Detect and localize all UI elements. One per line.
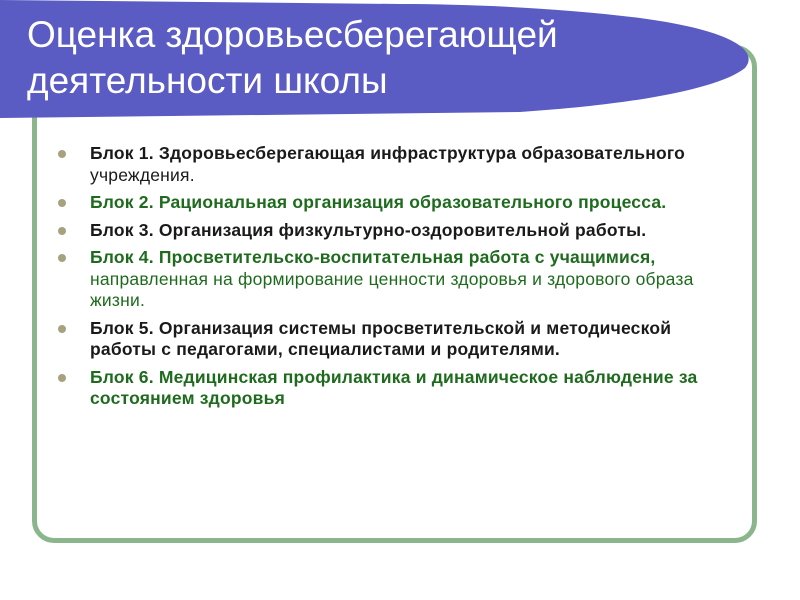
bullet-icon (58, 325, 66, 333)
item-bold-text: Блок 2. Рациональная организация образовательного процесса. (90, 192, 667, 212)
item-normal-text: учреждения. (90, 164, 195, 185)
title-line-2: деятельности школы (27, 60, 388, 101)
slide-title (27, 12, 727, 104)
bullet-icon (58, 150, 66, 158)
list-item (58, 318, 718, 361)
bullet-icon (58, 254, 66, 262)
list-item (58, 192, 718, 214)
list-item (58, 247, 718, 312)
item-bold-text: Блок 3. Организация физкультурно-оздоровительной работы. (90, 219, 647, 240)
list-item (58, 143, 718, 186)
bullet-icon (58, 227, 66, 235)
item-bold-text: Блок 1. Здоровьесберегающая инфраструктура образовательного (90, 143, 686, 163)
list-item (58, 367, 718, 410)
bullet-icon (58, 199, 66, 207)
block-list (58, 143, 718, 416)
title-line-1: Оценка здоровьесберегающей (27, 14, 558, 55)
item-bold-text: Блок 6. Медицинская профилактика и динамическое наблюдение за состоянием здоровья (90, 366, 698, 408)
item-normal-text: направленная на формирование ценности здоровья и здорового образа жизни. (90, 268, 694, 310)
item-bold-text: Блок 5. Организация системы просветительской и методической работы с педагогами, специалистами и родителями. (90, 317, 672, 359)
item-bold-text: Блок 4. Просветительско-воспитательная работа с учащимися, (90, 247, 656, 267)
list-item (58, 220, 718, 242)
bullet-icon (58, 374, 66, 382)
